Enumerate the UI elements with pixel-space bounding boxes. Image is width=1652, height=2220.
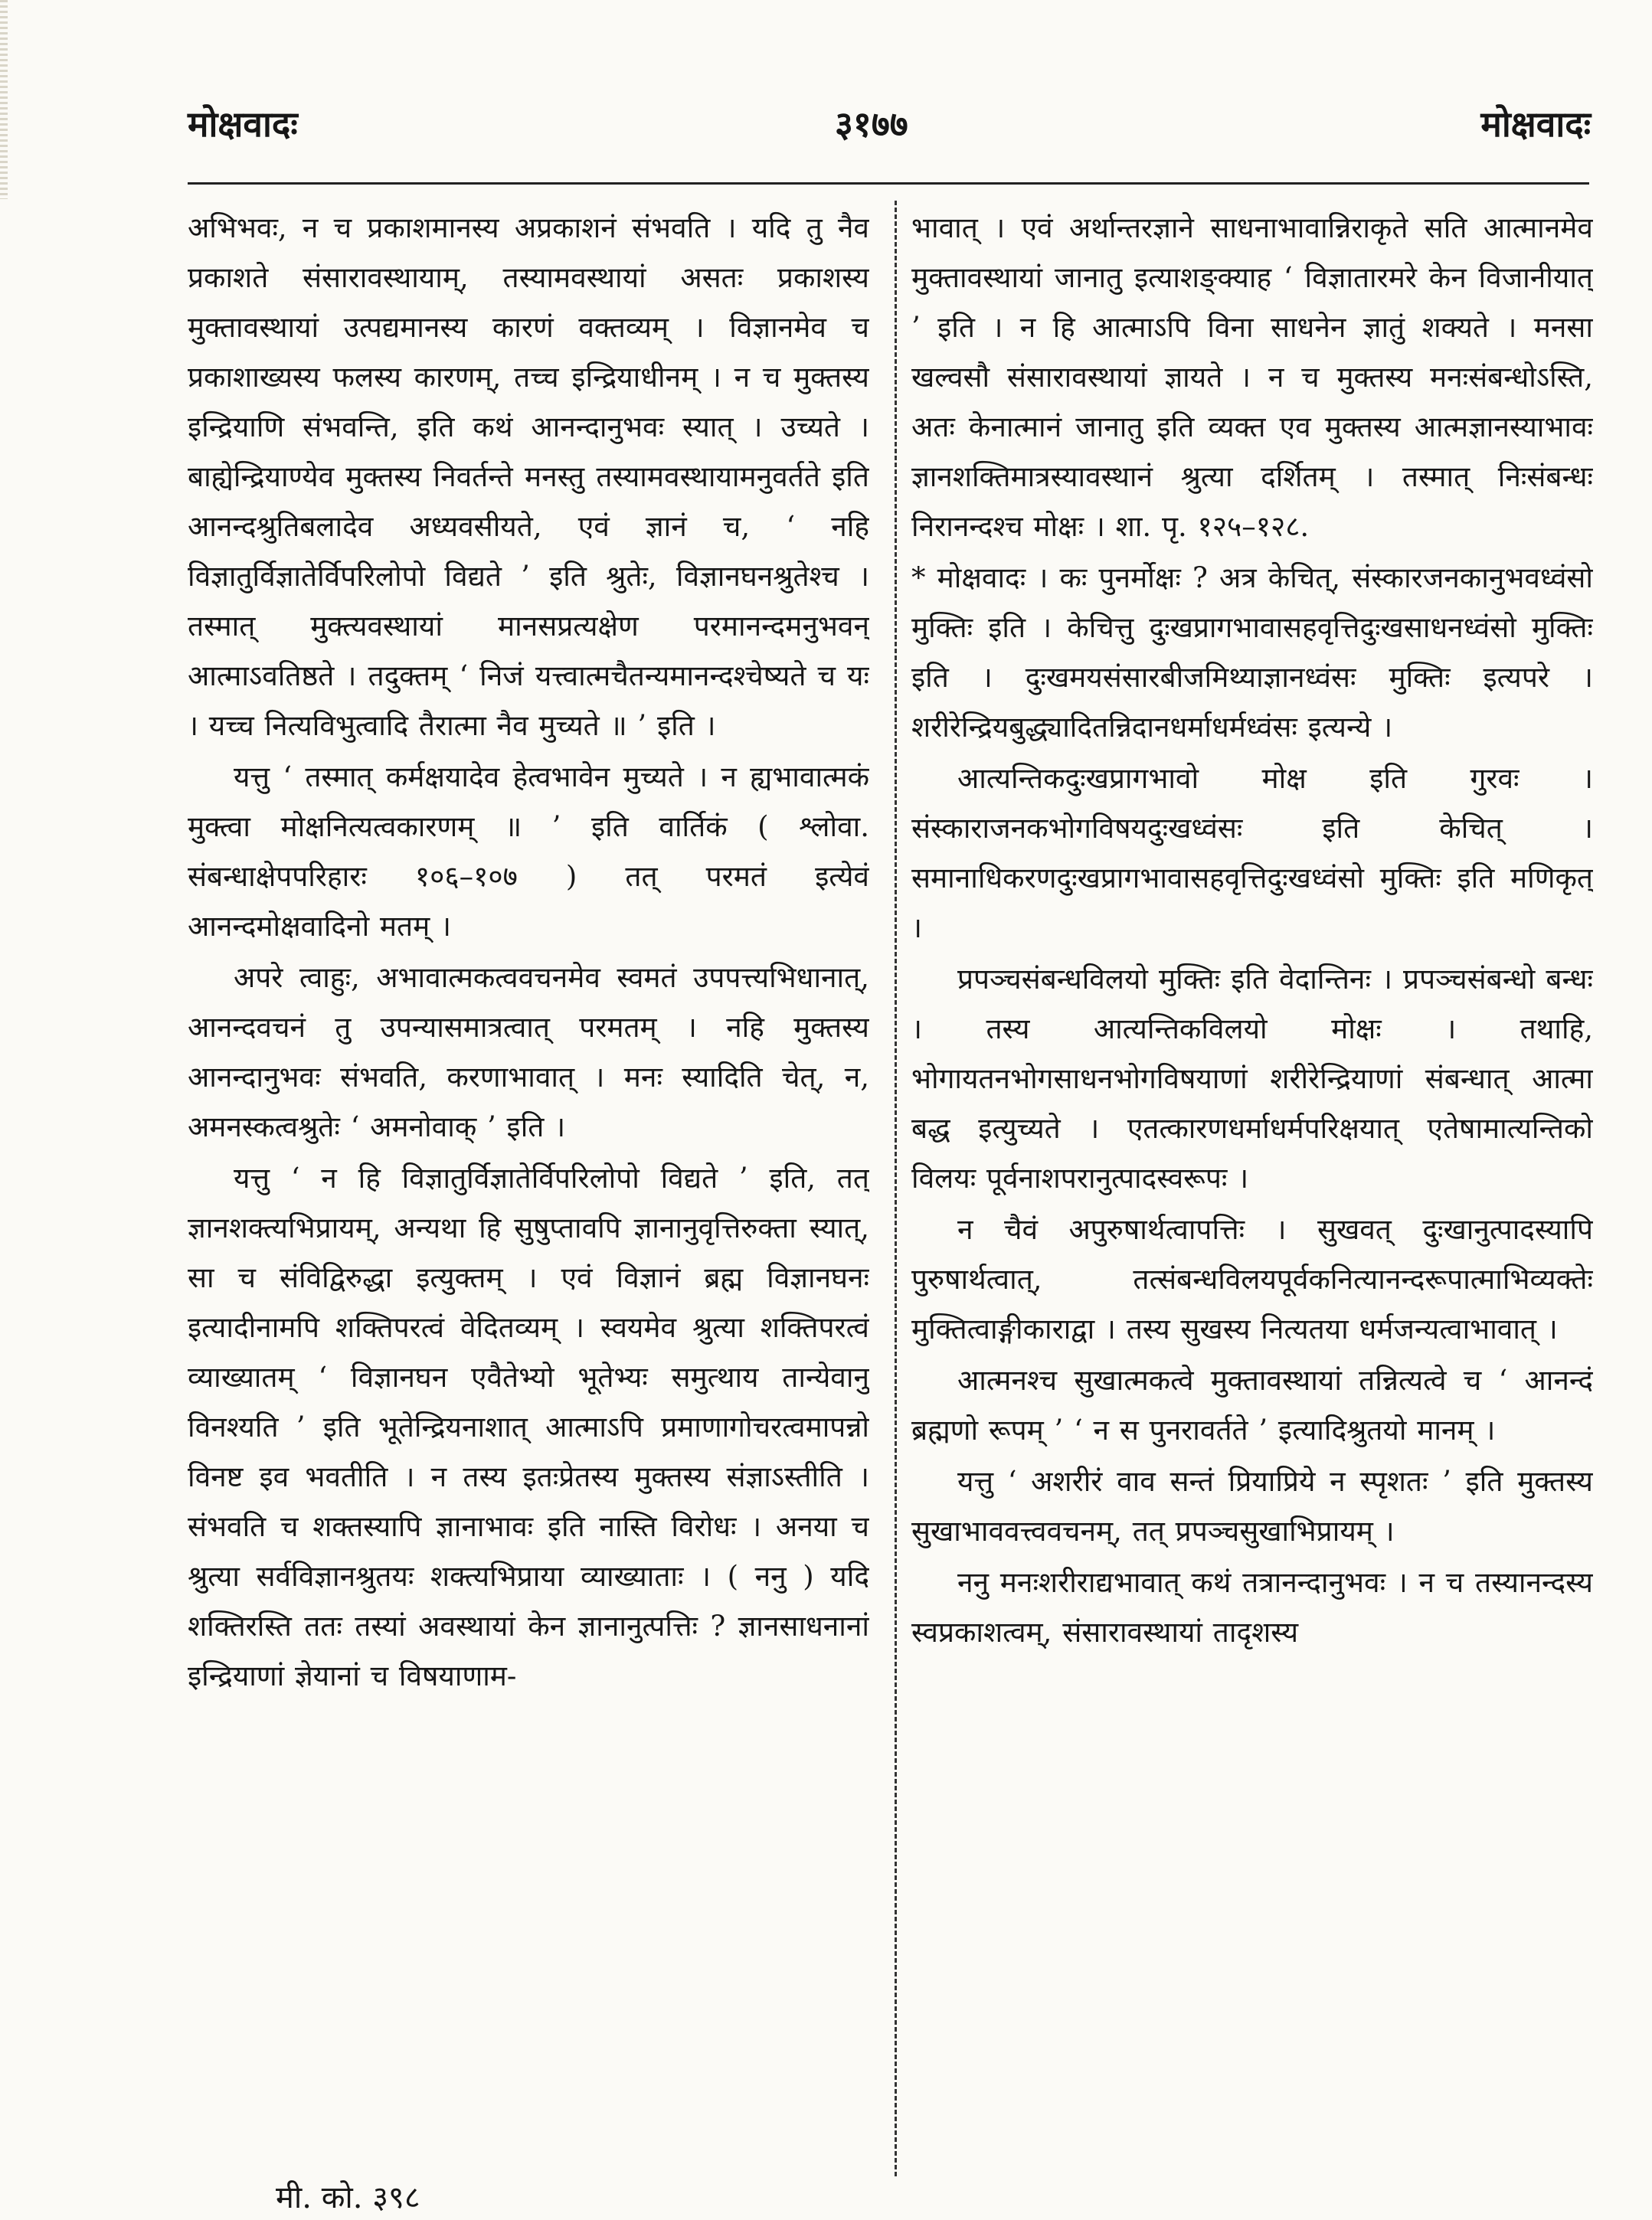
right-paragraph: आत्यन्तिकदुःखप्रागभावो मोक्ष इति गुरवः । संस्काराजनकभोगविषयदुःखध्वंसः इति केचित् । समानाधिकरणदुःखप्रागभावासहवृत्तिदुःखध्वंसो मुक्तिः इति मणिकृत् । [911, 762, 1593, 944]
right-paragraph: प्रपञ्चसंबन्धविलयो मुक्तिः इति वेदान्तिनः । प्रपञ्चसंबन्धो बन्धः । तस्य आत्यन्तिकविलयो मोक्षः । तथाहि, भोगायतनभोगसाधनभोगविषयाणां शरीरेन्द्रियाणां संबन्धात् आत्मा बद्ध इत्युच्यते । एतत्कारणधर्माधर्मपरिक्षयात् एतेषामात्यन्तिको विलयः पूर्वनाशपरानुत्पादस्वरूपः । [911, 963, 1593, 1195]
column-divider [895, 201, 897, 2176]
right-paragraph: न चैवं अपुरुषार्थत्वापत्तिः । सुखवत् दुःखानुत्पादस्यापि पुरुषार्थत्वात्, तत्संबन्धविलयपूर्वकनित्यानन्दरूपात्माभिव्यक्तेः मुक्तित्वाङ्गीकाराद्वा । तस्य सुखस्य नित्यतया धर्मजन्यत्वाभावात् । [911, 1213, 1593, 1345]
header-right-title: मोक्षवादः [1480, 103, 1591, 145]
left-column [188, 203, 869, 1702]
left-paragraph: अपरे त्वाहुः, अभावात्मकत्ववचनमेव स्वमतं उपपत्त्यभिधानात्, आनन्दवचनं तु उपन्यासमात्रत्वात् परमतम् । नहि मुक्तस्य आनन्दानुभवः संभवति, करणाभावात् । मनः स्यादिति चेत्, न, अमनस्कत्वश्रुतेः ‘ अमनोवाक् ’ इति । [188, 961, 869, 1143]
right-column [911, 203, 1593, 1659]
running-header [0, 100, 1652, 161]
page-number: ३१७७ [835, 103, 908, 145]
right-paragraph: यत्तु ‘ अशरीरं वाव सन्तं प्रियाप्रिये न स्पृशतः ’ इति मुक्तस्य सुखाभाववत्त्ववचनम्, तत् प्रपञ्चसुखाभिप्रायम् । [911, 1465, 1593, 1548]
footer-signature: मी. को. ३९८ [276, 2180, 420, 2215]
left-paragraph: यत्तु ‘ न हि विज्ञातुर्विज्ञातेर्विपरिलोपो विद्यते ’ इति, तत् ज्ञानशक्त्यभिप्रायम्, अन्यथा हि सुषुप्तावपि ज्ञानानुवृत्तिरुक्ता स्यात्, सा च संविद्विरुद्धा इत्युक्तम् । एवं विज्ञानं ब्रह्म विज्ञानघनः इत्यादीनामपि शक्तिपरत्वं वेदितव्यम् । स्वयमेव श्रुत्या शक्तिपरत्वं व्याख्यातम् ‘ विज्ञानघन एवैतेभ्यो भूतेभ्यः समुत्थाय तान्येवानु विनश्यति ’ इति भूतेन्द्रियनाशात् आत्माऽपि प्रमाणागोचरत्वमापन्नो विनष्ट इव भवतीति । न तस्य इतःप्रेतस्य मुक्तस्य संज्ञाऽस्तीति । संभवति च शक्तस्यापि ज्ञानाभावः इति नास्ति विरोधः । अनया च श्रुत्या सर्वविज्ञानश्रुतयः शक्त्यभिप्राया व्याख्याताः । ( ननु ) यदि शक्तिरस्ति ततः तस्यां अवस्थायां केन ज्ञानानुत्पत्तिः ? ज्ञानसाधनानां इन्द्रियाणां ज्ञेयानां च विषयाणाम- [188, 1162, 869, 1692]
right-paragraph: भावात् । एवं अर्थान्तरज्ञाने साधनाभावान्निराकृते सति आत्मानमेव मुक्तावस्थायां जानातु इत्याशङ्क्याह ‘ विज्ञातारमरे केन विजानीयात् ’ इति । न हि आत्माऽपि विना साधनेन ज्ञातुं शक्यते । मनसा खल्वसौ संसारावस्थायां ज्ञायते । न च मुक्तस्य मनःसंबन्धोऽस्ति, अतः केनात्मानं जानातु इति व्यक्त एव मुक्तस्य आत्मज्ञानस्याभावः ज्ञानशक्तिमात्रस्यावस्थानं श्रुत्या दर्शितम् । तस्मात् निःसंबन्धः निरानन्दश्च मोक्षः । शा. पृ. १२५–१२८. [911, 211, 1593, 543]
left-paragraph: यत्तु ‘ तस्मात् कर्मक्षयादेव हेत्वभावेन मुच्यते । न ह्यभावात्मकं मुक्त्वा मोक्षनित्यत्वकारणम् ॥ ’ इति वार्तिकं ( श्लोवा. संबन्धाक्षेपपरिहारः १०६–१०७ ) तत् परमतं इत्येवं आनन्दमोक्षवादिनो मतम् । [188, 760, 869, 943]
right-paragraph: ननु मनःशरीराद्यभावात् कथं तत्रानन्दानुभवः । न च तस्यानन्दस्य स्वप्रकाशत्वम्, संसारावस्थायां तादृशस्य [911, 1566, 1593, 1649]
right-paragraph: आत्मनश्च सुखात्मकत्वे मुक्तावस्थायां तन्नित्यत्वे च ‘ आनन्दं ब्रह्मणो रूपम् ’ ‘ न स पुनरावर्तते ’ इत्यादिश्रुतयो मानम् । [911, 1364, 1593, 1447]
left-paragraph: अभिभवः, न च प्रकाशमानस्य अप्रकाशनं संभवति । यदि तु नैव प्रकाशते संसारावस्थायाम्, तस्यामवस्थायां असतः प्रकाशस्य मुक्तावस्थायां उत्पद्यमानस्य कारणं वक्तव्यम् । विज्ञानमेव च प्रकाशाख्यस्य फलस्य कारणम्, तच्च इन्द्रियाधीनम् । न च मुक्तस्य इन्द्रियाणि संभवन्ति, इति कथं आनन्दानुभवः स्यात् । उच्यते । बाह्येन्द्रियाण्येव मुक्तस्य निवर्तन्ते मनस्तु तस्यामवस्थायामनुवर्तते इति आनन्दश्रुतिबलादेव अध्यवसीयते, एवं ज्ञानं च, ‘ नहि विज्ञातुर्विज्ञातेर्विपरिलोपो विद्यते ’ इति श्रुतेः, विज्ञानघनश्रुतेश्च । तस्मात् मुक्त्यवस्थायां मानसप्रत्यक्षेण परमानन्दमनुभवन् आत्माऽवतिष्ठते । तदुक्तम् ‘ निजं यत्त्वात्मचैतन्यमानन्दश्चेष्यते च यः । यच्च नित्यविभुत्वादि तैरात्मा नैव मुच्यते ॥ ’ इति । [188, 211, 869, 742]
right-paragraph: * मोक्षवादः । कः पुनर्मोक्षः ? अत्र केचित्, संस्कारजनकानुभवध्वंसो मुक्तिः इति । केचित्तु दुःखप्रागभावासहवृत्तिदुःखसाधनध्वंसो मुक्तिः इति । दुःखमयसंसारबीजमिथ्याज्ञानध्वंसः मुक्तिः इत्यपरे । शरीरेन्द्रियबुद्ध्यादितन्निदानधर्माधर्मध्वंसः इत्यन्ये । [911, 561, 1593, 744]
header-left-title: मोक्षवादः [188, 103, 298, 145]
header-rule [188, 182, 1589, 185]
